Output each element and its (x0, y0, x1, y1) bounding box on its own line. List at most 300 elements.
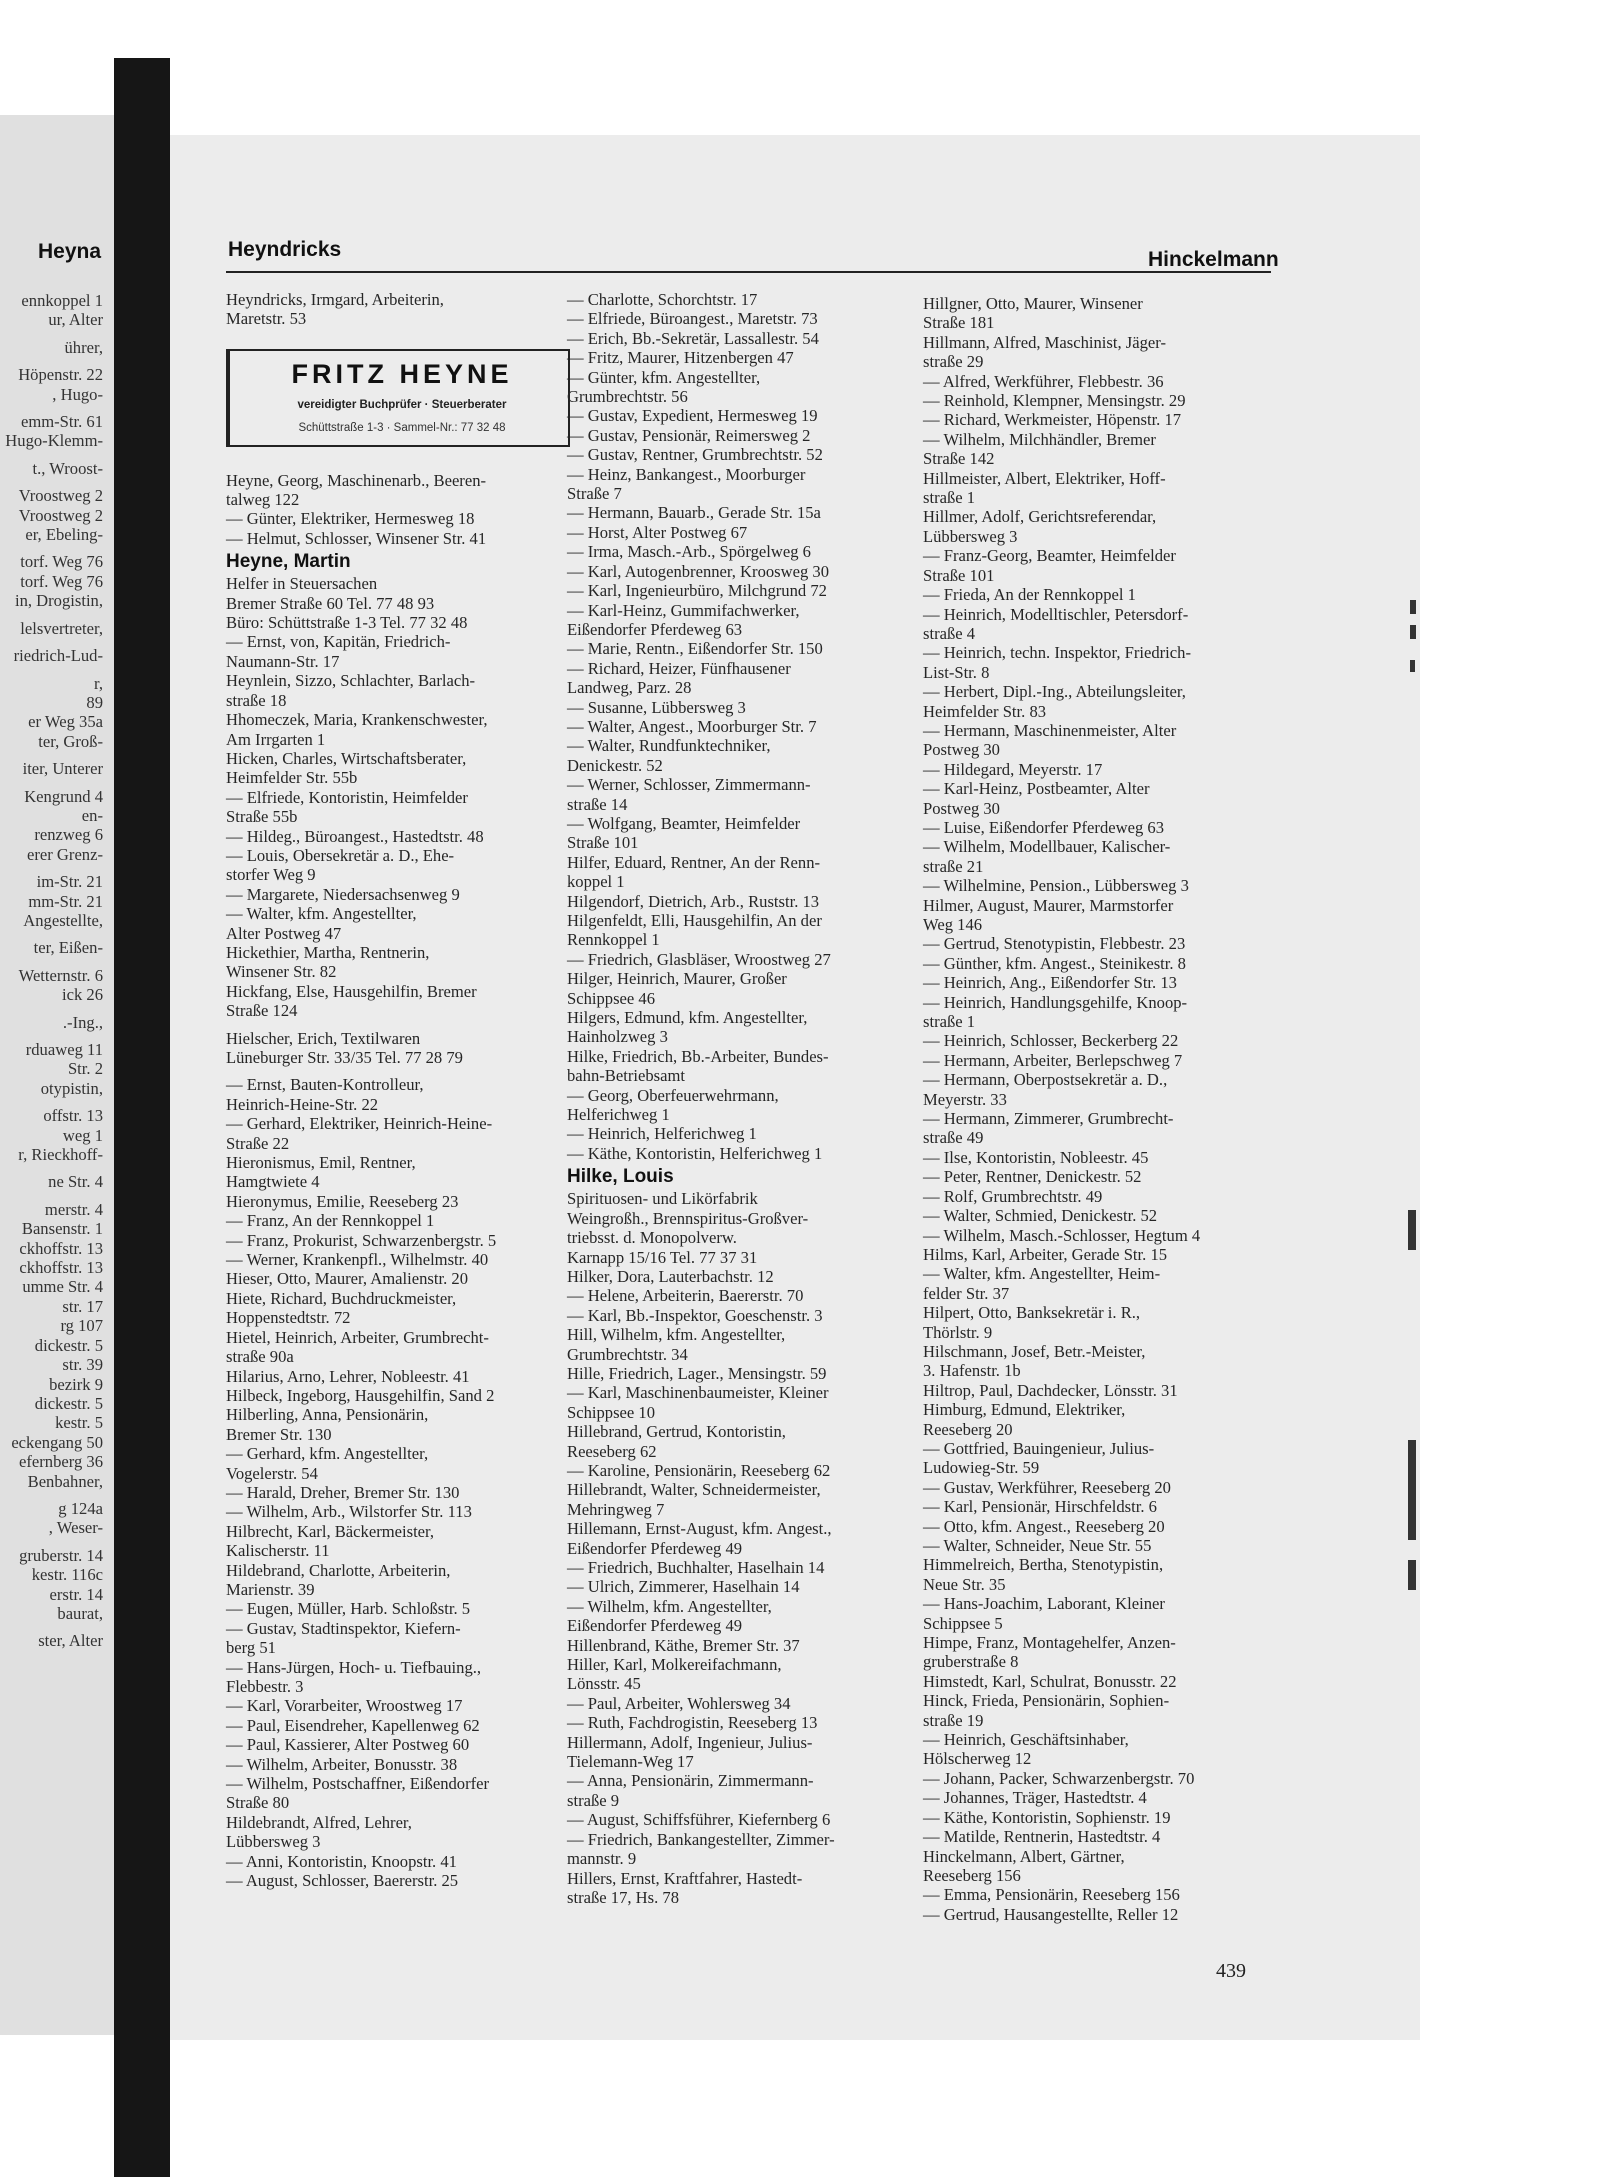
directory-line: — Hildegard, Meyerstr. 17 (923, 759, 1103, 779)
directory-line: Benbahner, (27, 1471, 103, 1491)
directory-line: — Gustav, Rentner, Grumbrechtstr. 52 (567, 445, 823, 465)
spacer (0, 1164, 103, 1172)
directory-line: Schippsee 46 (567, 988, 656, 1008)
directory-line: kestr. 116c (31, 1565, 103, 1585)
directory-line: Meyerstr. 33 (923, 1089, 1007, 1109)
directory-line: Hicken, Charles, Wirtschaftsberater, (226, 748, 467, 768)
directory-line: ur, Alter (48, 310, 103, 330)
directory-line: — August, Schiffsführer, Kiefernberg 6 (567, 1810, 831, 1830)
directory-line: Hillmer, Adolf, Gerichtsreferendar, (923, 507, 1157, 527)
directory-line: str. 39 (62, 1355, 103, 1375)
spacer (226, 1067, 566, 1075)
directory-line: Hildebrandt, Alfred, Lehrer, (226, 1812, 412, 1832)
right-page-header-right: Hinckelmann (1148, 248, 1279, 271)
directory-line: — Ilse, Kontoristin, Nobleestr. 45 (923, 1147, 1149, 1167)
directory-line: Himstedt, Karl, Schulrat, Bonusstr. 22 (923, 1671, 1177, 1691)
directory-line: Marienstr. 39 (226, 1579, 315, 1599)
directory-line: Hillers, Ernst, Kraftfahrer, Hastedt- (567, 1868, 803, 1888)
spacer (0, 1098, 103, 1106)
directory-line: renzweg 6 (34, 825, 103, 845)
directory-line: Hickethier, Martha, Rentnerin, (226, 942, 430, 962)
directory-line: Hill, Wilhelm, kfm. Angestellter, (567, 1325, 786, 1345)
directory-line: emm-Str. 61 (20, 412, 103, 432)
directory-line: ter, Eißen- (33, 938, 103, 958)
directory-line: — Anni, Kontoristin, Knoopstr. 41 (226, 1851, 457, 1871)
directory-line: Vogelerstr. 54 (226, 1463, 318, 1483)
directory-line: — Wilhelmine, Pension., Lübbersweg 3 (923, 876, 1189, 896)
directory-line: — Georg, Oberfeuerwehrmann, (567, 1085, 779, 1105)
directory-line: Lüneburger Str. 33/35 Tel. 77 28 79 (226, 1048, 463, 1067)
directory-line: Alter Postweg 47 (226, 923, 342, 943)
directory-line: — Hans-Joachim, Laborant, Kleiner (923, 1594, 1165, 1614)
directory-line: Hieser, Otto, Maurer, Amalienstr. 20 (226, 1269, 468, 1289)
directory-line: — Karoline, Pensionärin, Reeseberg 62 (567, 1460, 831, 1480)
directory-line: ster, Alter (38, 1631, 103, 1651)
directory-line: gruberstraße 8 (923, 1652, 1019, 1672)
directory-line: Landweg, Parz. 28 (567, 678, 692, 698)
directory-line: Heyndricks, Irmgard, Arbeiterin, (226, 290, 444, 309)
directory-line: r, Rieckhoff- (18, 1145, 103, 1165)
directory-line: straße 4 (923, 623, 976, 643)
directory-line: Hugo-Klemm- (5, 431, 103, 451)
directory-line: riedrich-Lud- (13, 646, 103, 666)
directory-line: erstr. 14 (49, 1584, 103, 1604)
spacer (0, 611, 103, 619)
directory-line: Heynlein, Sizzo, Schlachter, Barlach- (226, 671, 476, 691)
directory-line: — Susanne, Lübbersweg 3 (567, 697, 746, 717)
directory-line: Hoppenstedtstr. 72 (226, 1308, 351, 1328)
directory-line: straße 14 (567, 794, 628, 814)
directory-line: — Hermann, Arbeiter, Berlepschweg 7 (923, 1050, 1183, 1070)
directory-line: storfer Weg 9 (226, 865, 316, 885)
directory-line: offstr. 13 (43, 1106, 103, 1126)
directory-line: rg 107 (60, 1316, 103, 1336)
directory-line: Hhomeczek, Maria, Krankenschwester, (226, 710, 488, 730)
directory-line: — Franz-Georg, Beamter, Heimfelder (923, 546, 1176, 566)
directory-line: Himmelreich, Bertha, Stenotypistin, (923, 1555, 1164, 1575)
directory-line: Hinck, Frieda, Pensionärin, Sophien- (923, 1691, 1170, 1711)
directory-line: Hamgtwiete 4 (226, 1172, 320, 1192)
advertisement-box (226, 349, 570, 447)
directory-line: — Gustav, Expedient, Hermesweg 19 (567, 406, 818, 426)
directory-line: — Helene, Arbeiterin, Baererstr. 70 (567, 1286, 804, 1306)
directory-line: in, Drogistin, (14, 591, 103, 611)
directory-line: — Margarete, Niedersachsenweg 9 (226, 884, 460, 904)
directory-line: — Heinz, Bankangest., Moorburger (567, 464, 806, 484)
directory-line: umme Str. 4 (22, 1277, 103, 1297)
directory-line: — Wilhelm, kfm. Angestellter, (567, 1596, 772, 1616)
spacer (226, 1021, 566, 1029)
directory-line: kestr. 5 (55, 1413, 103, 1433)
spacer (0, 404, 103, 412)
directory-line: Hilgers, Edmund, kfm. Angestellter, (567, 1008, 808, 1028)
directory-line: 89 (86, 692, 103, 712)
directory-line: — Heinrich, Helferichweg 1 (567, 1124, 757, 1144)
directory-line: — Otto, kfm. Angest., Reeseberg 20 (923, 1516, 1165, 1536)
directory-line: Heimfelder Str. 55b (226, 768, 358, 788)
directory-line: — Walter, Schmied, Denickestr. 52 (923, 1206, 1158, 1226)
directory-line: — Ruth, Fachdrogistin, Reeseberg 13 (567, 1713, 818, 1733)
col1-bottom-entries (226, 574, 566, 1890)
directory-line: Am Irrgarten 1 (226, 729, 326, 749)
directory-line: Reeseberg 156 (923, 1865, 1021, 1885)
directory-line: Mehringweg 7 (567, 1499, 665, 1519)
directory-line: — Werner, Krankenpfl., Wilhelmstr. 40 (226, 1250, 489, 1270)
directory-line: — Harald, Dreher, Bremer Str. 130 (226, 1482, 460, 1502)
directory-line: — Emma, Pensionärin, Reeseberg 156 (923, 1885, 1180, 1905)
directory-line: ter, Groß- (38, 731, 103, 751)
directory-line: — Franz, An der Rennkoppel 1 (226, 1211, 435, 1231)
spacer (0, 666, 103, 674)
directory-line: er Weg 35a (28, 712, 103, 732)
directory-line: ckhoffstr. 13 (19, 1258, 103, 1278)
directory-line: — Wilhelm, Arbeiter, Bonusstr. 38 (226, 1754, 458, 1774)
directory-line: triebsst. d. Monopolverw. (567, 1228, 737, 1248)
directory-line: — August, Schlosser, Baererstr. 25 (226, 1871, 459, 1891)
directory-line: ührer, (64, 337, 103, 357)
directory-line: — Gottfried, Bauingenieur, Julius- (923, 1438, 1155, 1458)
directory-line: .-Ing., (62, 1012, 103, 1032)
directory-line: Postweg 30 (923, 798, 1000, 818)
directory-line: — Paul, Kassierer, Alter Postweg 60 (226, 1735, 470, 1755)
directory-line: — Ulrich, Zimmerer, Haselhain 14 (567, 1577, 800, 1597)
directory-line: ne Str. 4 (48, 1172, 103, 1192)
directory-line: Straße 22 (226, 1133, 290, 1153)
directory-line: — Reinhold, Klempner, Mensingstr. 29 (923, 391, 1186, 411)
directory-line: t., Wroost- (32, 458, 103, 478)
directory-line: Büro: Schüttstraße 1-3 Tel. 77 32 48 (226, 613, 468, 633)
directory-line: Heinrich-Heine-Str. 22 (226, 1094, 379, 1114)
spacer (0, 357, 103, 365)
directory-line: Rennkoppel 1 (567, 930, 660, 950)
directory-line: — Gustav, Pensionär, Reimersweg 2 (567, 425, 811, 445)
directory-line: otypistin, (40, 1078, 103, 1098)
directory-line: g 124a (58, 1498, 103, 1518)
directory-line: weg 1 (62, 1125, 103, 1145)
directory-line: — Peter, Rentner, Denickestr. 52 (923, 1167, 1142, 1187)
spacer (0, 1192, 103, 1200)
directory-line: Grumbrechtstr. 34 (567, 1344, 688, 1364)
directory-line: — Ernst, von, Kapitän, Friedrich- (226, 632, 451, 652)
directory-line: Karnapp 15/16 Tel. 77 37 31 (567, 1247, 758, 1267)
directory-line: Straße 101 (923, 565, 995, 585)
directory-line: ennkoppel 1 (21, 291, 103, 310)
col1-top-entries (226, 290, 566, 329)
directory-line: — Heinrich, Schlosser, Beckerberg 22 (923, 1031, 1179, 1051)
spacer (0, 1032, 103, 1040)
directory-line: — Karl, Bb.-Inspektor, Goeschenstr. 3 (567, 1305, 823, 1325)
directory-line: — Walter, Schneider, Neue Str. 55 (923, 1536, 1152, 1555)
directory-line: — Erich, Bb.-Sekretär, Lassallestr. 54 (567, 328, 819, 348)
directory-line: Maretstr. 53 (226, 309, 307, 329)
directory-line: — Walter, kfm. Angestellter, Heim- (923, 1264, 1161, 1284)
directory-line: Hilgenfeldt, Elli, Hausgehilfin, An der (567, 911, 822, 930)
directory-line: — Wilhelm, Milchhändler, Bremer (923, 429, 1156, 449)
directory-line: 3. Hafenstr. 1b (923, 1361, 1021, 1381)
directory-line: Hillebrand, Gertrud, Kontoristin, (567, 1422, 786, 1442)
col2-top-entries (567, 290, 912, 1163)
directory-column-1 (226, 290, 566, 1890)
directory-line: — Fritz, Maurer, Hitzenbergen 47 (567, 348, 794, 368)
directory-line: Hilfer, Eduard, Rentner, An der Renn- (567, 852, 821, 872)
directory-line: List-Str. 8 (923, 662, 990, 682)
directory-line: bezirk 9 (49, 1374, 103, 1394)
directory-line: Weingroßh., Brennspiritus-Großver- (567, 1208, 809, 1228)
directory-line: — Heinrich, Ang., Eißendorfer Str. 13 (923, 973, 1177, 993)
directory-line: — Wolfgang, Beamter, Heimfelder (567, 813, 801, 833)
directory-line: Angestellte, (23, 910, 103, 930)
directory-line: — Hermann, Oberpostsekretär a. D., (923, 1070, 1168, 1090)
directory-line: — Irma, Masch.-Arb., Spörgelweg 6 (567, 542, 811, 562)
spacer (0, 1491, 103, 1499)
directory-line: — Marie, Rentn., Eißendorfer Str. 150 (567, 639, 823, 659)
directory-line: — Karl, Ingenieurbüro, Milchgrund 72 (567, 581, 827, 601)
spacer (0, 930, 103, 938)
directory-line: Kalischerstr. 11 (226, 1541, 330, 1561)
directory-line: lelsvertreter, (20, 618, 103, 638)
directory-line: — Rolf, Grumbrechtstr. 49 (923, 1186, 1103, 1206)
directory-line: — Käthe, Kontoristin, Sophienstr. 19 (923, 1807, 1171, 1827)
directory-line: Höpenstr. 22 (18, 365, 103, 385)
directory-line: bahn-Betriebsamt (567, 1066, 685, 1086)
directory-line: straße 21 (923, 856, 984, 876)
directory-line: merstr. 4 (44, 1199, 103, 1219)
directory-column-3 (923, 294, 1273, 1924)
directory-line: Helfer in Steuersachen (226, 574, 378, 594)
directory-line: — Karl-Heinz, Gummifachwerker, (567, 600, 800, 620)
directory-line: Vroostweg 2 (18, 486, 103, 506)
directory-line: Ludowieg-Str. 59 (923, 1458, 1040, 1478)
directory-line: mannstr. 9 (567, 1849, 637, 1869)
directory-line: — Gertrud, Hausangestellte, Reller 12 (923, 1904, 1179, 1924)
directory-line: — Hans-Jürgen, Hoch- u. Tiefbauing., (226, 1657, 482, 1677)
directory-line: — Gustav, Stadtinspektor, Kiefern- (226, 1618, 461, 1638)
directory-line: — Walter, kfm. Angestellter, (226, 904, 417, 924)
directory-line: Thörlstr. 9 (923, 1322, 993, 1342)
directory-line: — Herbert, Dipl.-Ing., Abteilungsleiter, (923, 682, 1186, 702)
directory-line: Flebbestr. 3 (226, 1677, 304, 1696)
directory-line: Kengrund 4 (24, 786, 103, 806)
book-spine (114, 58, 170, 2177)
directory-line: straße 29 (923, 352, 984, 372)
directory-line: rduaweg 11 (25, 1040, 103, 1059)
directory-line: — Heinrich, techn. Inspektor, Friedrich- (923, 643, 1191, 663)
directory-line: — Johann, Packer, Schwarzenbergstr. 70 (923, 1768, 1195, 1788)
directory-line: Bansenstr. 1 (21, 1219, 103, 1239)
spacer (0, 1623, 103, 1631)
directory-line: torf. Weg 76 (20, 571, 103, 591)
directory-line: Hiltrop, Paul, Dachdecker, Lönsstr. 31 (923, 1380, 1178, 1400)
directory-line: — Günther, kfm. Angest., Steinikestr. 8 (923, 953, 1186, 973)
spacer (0, 544, 103, 552)
spacer (0, 330, 103, 338)
directory-line: torf. Weg 76 (20, 552, 103, 572)
directory-line: ick 26 (61, 985, 103, 1005)
directory-line: Eißendorfer Pferdeweg 49 (567, 1538, 743, 1558)
directory-line: Reeseberg 62 (567, 1441, 657, 1461)
directory-line: Hillgner, Otto, Maurer, Winsener (923, 294, 1143, 313)
directory-line: Tielemann-Weg 17 (567, 1752, 694, 1772)
directory-line: Hilms, Karl, Arbeiter, Gerade Str. 15 (923, 1244, 1168, 1264)
directory-line: — Richard, Heizer, Fünfhausener (567, 658, 791, 678)
directory-line: Hillemann, Ernst-August, kfm. Angest., (567, 1519, 832, 1539)
directory-line: Hilschmann, Josef, Betr.-Meister, (923, 1341, 1146, 1361)
directory-line: gruberstr. 14 (19, 1545, 103, 1565)
directory-line: Postweg 30 (923, 740, 1000, 760)
directory-line: Hillenbrand, Käthe, Bremer Str. 37 (567, 1635, 800, 1655)
directory-line: Hilarius, Arno, Lehrer, Nobleestr. 41 (226, 1366, 470, 1386)
directory-line: — Heinrich, Handlungsgehilfe, Knoop- (923, 992, 1188, 1012)
ad-name: FRITZ HEYNE (291, 358, 513, 389)
spacer (0, 638, 103, 646)
directory-line: Schippsee 5 (923, 1613, 1003, 1633)
ad-subtitle: vereidigter Buchprüfer · Steuerberater (297, 398, 507, 411)
directory-line: — Friedrich, Bankangestellter, Zimmer- (567, 1829, 835, 1849)
directory-line: Bremer Str. 130 (226, 1424, 332, 1444)
directory-line: straße 18 (226, 690, 287, 710)
directory-line: Lübbersweg 3 (226, 1832, 321, 1852)
directory-line: berg 51 (226, 1638, 276, 1658)
directory-line: Eißendorfer Pferdeweg 63 (567, 619, 743, 639)
directory-line: Lübbersweg 3 (923, 526, 1018, 546)
directory-line: Weg 146 (923, 915, 983, 934)
directory-line: Hielscher, Erich, Textilwaren (226, 1028, 421, 1048)
spacer (0, 1005, 103, 1013)
directory-line: Spirituosen- und Likörfabrik (567, 1189, 758, 1209)
directory-line: Heimfelder Str. 83 (923, 701, 1047, 721)
directory-line: er, Ebeling- (25, 525, 103, 545)
spacer (0, 1538, 103, 1546)
directory-line: efernberg 36 (18, 1452, 103, 1472)
directory-line: — Richard, Werkmeister, Höpenstr. 17 (923, 410, 1182, 430)
col3-entries (923, 294, 1273, 1924)
directory-line: — Wilhelm, Postschaffner, Eißendorfer (226, 1774, 490, 1794)
directory-line: — Gerhard, kfm. Angestellter, (226, 1444, 429, 1464)
directory-line: Hiller, Karl, Molkereifachmann, (567, 1655, 782, 1675)
directory-line: — Eugen, Müller, Harb. Schloßstr. 5 (226, 1599, 471, 1619)
directory-line: Hille, Friedrich, Lager., Mensingstr. 59 (567, 1363, 827, 1383)
directory-line: Hinckelmann, Albert, Gärtner, (923, 1846, 1125, 1866)
directory-line: Hillermann, Adolf, Ingenieur, Julius- (567, 1732, 813, 1752)
directory-line: Hilpert, Otto, Banksekretär i. R., (923, 1303, 1141, 1323)
directory-line: Hilberling, Anna, Pensionärin, (226, 1405, 429, 1425)
spacer (0, 751, 103, 759)
directory-line: Lönsstr. 45 (567, 1674, 641, 1694)
directory-line: , Hugo- (52, 384, 103, 404)
directory-line: Straße 7 (567, 484, 622, 504)
directory-line: — Heinrich, Modelltischler, Petersdorf- (923, 604, 1189, 624)
directory-line: — Karl, Vorarbeiter, Wroostweg 17 (226, 1696, 463, 1716)
directory-line: Hilbeck, Ingeborg, Hausgehilfin, Sand 2 (226, 1385, 495, 1405)
directory-line: — Walter, Rundfunktechniker, (567, 736, 771, 756)
spacer (0, 958, 103, 966)
directory-line: Hillebrandt, Walter, Schneidermeister, (567, 1480, 821, 1500)
spacer (0, 451, 103, 459)
directory-line: Straße 181 (923, 313, 995, 333)
directory-line: — Karl, Maschinenbaumeister, Kleiner (567, 1383, 829, 1403)
directory-line: eckengang 50 (11, 1432, 103, 1452)
directory-line: iter, Unterer (22, 759, 103, 779)
directory-line: — Günter, kfm. Angestellter, (567, 367, 761, 387)
header-rule (226, 271, 1271, 273)
directory-line: — Helmut, Schlosser, Winsener Str. 41 (226, 528, 487, 548)
directory-line: — Charlotte, Schorchtstr. 17 (567, 290, 758, 309)
directory-line: Reeseberg 20 (923, 1419, 1013, 1439)
left-page-header: Heyna (38, 240, 102, 263)
directory-line: straße 1 (923, 488, 976, 508)
directory-line: im-Str. 21 (36, 872, 103, 892)
directory-line: Hildebrand, Charlotte, Arbeiterin, (226, 1560, 451, 1580)
directory-line: ckhoffstr. 13 (19, 1238, 103, 1258)
directory-column-2 (567, 290, 912, 1907)
directory-line: dickestr. 5 (34, 1393, 103, 1413)
directory-line: Hieronismus, Emil, Rentner, (226, 1153, 416, 1173)
directory-line: — Louis, Obersekretär a. D., Ehe- (226, 845, 455, 865)
directory-line: felder Str. 37 (923, 1283, 1010, 1303)
directory-line: Himpe, Franz, Montagehelfer, Anzen- (923, 1633, 1176, 1653)
directory-line: — Gertrud, Stenotypistin, Flebbestr. 23 (923, 934, 1186, 954)
directory-line: Himburg, Edmund, Elektriker, (923, 1400, 1126, 1420)
directory-line: — Horst, Alter Postweg 67 (567, 522, 748, 542)
directory-line: — Hildeg., Büroangest., Hastedtstr. 48 (226, 826, 484, 846)
directory-line: erer Grenz- (27, 844, 103, 864)
directory-line: Hiete, Richard, Buchdruckmeister, (226, 1288, 457, 1308)
directory-line: Hickfang, Else, Hausgehilfin, Bremer (226, 981, 477, 1001)
directory-line: Straße 142 (923, 449, 995, 469)
spacer (0, 478, 103, 486)
directory-line: Denickestr. 52 (567, 755, 663, 775)
directory-line: straße 17, Hs. 78 (567, 1887, 679, 1907)
left-page-column (0, 291, 103, 1651)
directory-line: straße 1 (923, 1012, 976, 1032)
right-page-header-left: Heyndricks (228, 238, 342, 261)
directory-line: Vroostweg 2 (18, 505, 103, 525)
directory-line: Bremer Straße 60 Tel. 77 48 93 (226, 593, 435, 613)
directory-line: — Paul, Eisendreher, Kapellenweg 62 (226, 1715, 480, 1735)
directory-line: Hilgendorf, Dietrich, Arb., Ruststr. 13 (567, 891, 820, 911)
col1-mid-entries (226, 471, 566, 549)
spacer (0, 864, 103, 872)
directory-line: — Ernst, Bauten-Kontrolleur, (226, 1075, 424, 1095)
directory-line: Hilker, Dora, Lauterbachstr. 12 (567, 1266, 774, 1286)
directory-line: Schippsee 10 (567, 1402, 656, 1422)
directory-line: Straße 55b (226, 807, 298, 827)
directory-line: dickestr. 5 (34, 1335, 103, 1355)
directory-line: Str. 2 (67, 1059, 103, 1079)
edge-marks (1406, 600, 1426, 1600)
directory-line: Hillmeister, Albert, Elektriker, Hoff- (923, 468, 1166, 488)
directory-line: Straße 124 (226, 1001, 298, 1021)
directory-line: straße 49 (923, 1128, 984, 1148)
directory-line: Hölscherweg 12 (923, 1749, 1032, 1769)
directory-line: — Günter, Elektriker, Hermesweg 18 (226, 509, 475, 529)
directory-line: — Elfriede, Kontoristin, Heimfelder (226, 787, 468, 807)
directory-line: — Elfriede, Büroangest., Maretstr. 73 (567, 309, 818, 329)
featured-entry-name-2: Hilke, Louis (567, 1166, 674, 1188)
directory-line: — Friedrich, Glasbläser, Wroostweg 27 (567, 949, 831, 969)
directory-line: r, (93, 673, 103, 693)
featured-entry-name: Heyne, Martin (226, 551, 351, 573)
directory-line: koppel 1 (567, 872, 625, 892)
directory-line: Wetternstr. 6 (18, 965, 103, 985)
directory-line: Neue Str. 35 (923, 1574, 1006, 1594)
directory-line: — Walter, Angest., Moorburger Str. 7 (567, 716, 817, 736)
directory-line: Naumann-Str. 17 (226, 651, 340, 671)
directory-line: — Alfred, Werkführer, Flebbestr. 36 (923, 371, 1164, 391)
directory-line: Grumbrechtstr. 56 (567, 387, 688, 407)
directory-line: Hilger, Heinrich, Maurer, Großer (567, 969, 787, 989)
directory-line: — Gustav, Werkführer, Reeseberg 20 (923, 1477, 1171, 1497)
